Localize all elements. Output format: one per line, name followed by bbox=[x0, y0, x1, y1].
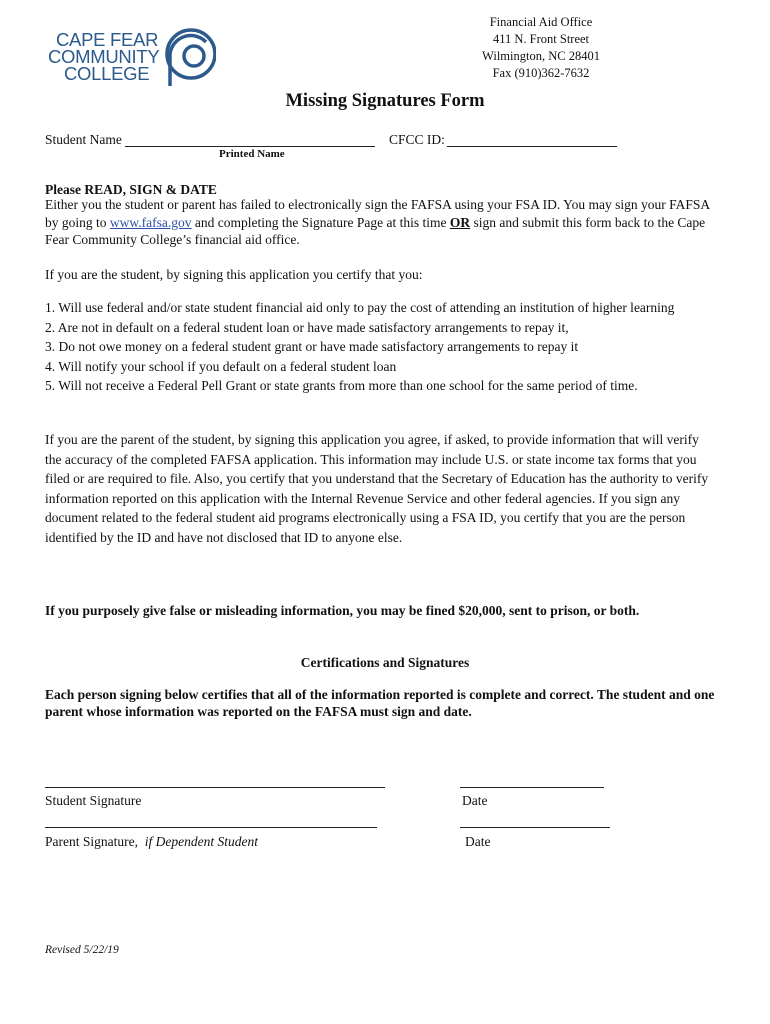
intro-text-a: Either you the student or parent has failed to electronically sign the FAFSA using your FSA ID. You may sign your FAFSA by going to bbox=[45, 197, 710, 230]
cfcc-id-label: CFCC ID: bbox=[389, 132, 445, 147]
intro-paragraph bbox=[45, 196, 725, 249]
logo-text-line1: CAPE FEAR bbox=[56, 29, 159, 50]
student-cert-lead: If you are the student, by signing this application you certify that you: bbox=[45, 267, 423, 282]
certifications-heading: Certifications and Signatures bbox=[300, 655, 470, 670]
parent-signature-text: Parent Signature, bbox=[45, 834, 138, 849]
revision-date: Revised 5/22/19 bbox=[45, 944, 119, 956]
student-cert-item: 1. Will use federal and/or state student financial aid only to pay the cost of attending an institution of higher learning bbox=[45, 300, 675, 315]
logo-text-line3: COLLEGE bbox=[64, 63, 150, 84]
student-name-field[interactable] bbox=[125, 146, 375, 147]
certifications-text: Each person signing below certifies that all of the information reported is complete and correct. The student and one parent whose information was reported on the FAFSA must sign and date. bbox=[45, 687, 715, 719]
student-date-line[interactable] bbox=[460, 787, 604, 788]
parent-signature-line[interactable] bbox=[45, 827, 377, 828]
student-date-label: Date bbox=[462, 793, 488, 808]
cfcc-id-field[interactable] bbox=[447, 146, 617, 147]
parent-cert-paragraph: If you are the parent of the student, by signing this application you agree, if asked, to provide information that will verify the accuracy of the completed FAFSA application. This information may include U.S. or state income tax forms that you filed or are required to file. Also, you certify that you understand that the Secretary of Education has the authority to verify information reported on this application with the Internal Revenue Service and other federal agencies. If you sign any document related to the federal student aid programs electronically using a FSA ID, you certify that you are the person identified by the ID and have not disclosed that ID to anyone else. bbox=[45, 432, 709, 545]
student-cert-item: 3. Do not owe money on a federal student grant or have made satisfactory arrangements to repay it bbox=[45, 339, 579, 354]
parent-date-line[interactable] bbox=[460, 827, 610, 828]
student-cert-item: 5. Will not receive a Federal Pell Grant or state grants from more than one school for the same period of time. bbox=[45, 378, 638, 393]
student-cert-item: 2. Are not in default on a federal student loan or have made satisfactory arrangements to repay it, bbox=[45, 319, 569, 335]
intro-text-b: and completing the Signature Page at this time bbox=[191, 214, 450, 230]
address-street: 411 N. Front Street bbox=[492, 32, 590, 46]
student-cert-list bbox=[45, 298, 745, 396]
student-signature-line[interactable] bbox=[45, 787, 385, 788]
fafsa-link[interactable]: www.fafsa.gov bbox=[109, 214, 192, 230]
page-title: Missing Signatures Form bbox=[285, 91, 485, 111]
address-fax: Fax (910)362-7632 bbox=[492, 66, 590, 80]
instructions-heading: Please READ, SIGN & DATE bbox=[45, 182, 217, 197]
address-office: Financial Aid Office bbox=[489, 15, 593, 29]
dependent-note: if Dependent Student bbox=[144, 834, 258, 849]
penalty-warning: If you purposely give false or misleading information, you may be fined $20,000, sent to prison, or both. bbox=[45, 603, 640, 618]
logo-text-line2: COMMUNITY bbox=[48, 46, 160, 67]
printed-name-label: Printed Name bbox=[219, 148, 285, 160]
student-cert-item: 4. Will notify your school if you default on a federal student loan bbox=[45, 358, 397, 374]
address-city: Wilmington, NC 28401 bbox=[482, 49, 600, 63]
student-signature-label: Student Signature bbox=[45, 793, 142, 808]
parent-signature-label bbox=[45, 832, 258, 852]
student-name-label: Student Name bbox=[45, 132, 122, 147]
intro-text-c: sign and submit this form back to the Cape Fear Community College’s financial aid office. bbox=[45, 214, 706, 247]
logo-emblem-icon bbox=[162, 24, 216, 90]
college-logo bbox=[46, 24, 216, 90]
or-emphasis: OR bbox=[449, 214, 471, 230]
parent-date-label: Date bbox=[465, 834, 491, 849]
